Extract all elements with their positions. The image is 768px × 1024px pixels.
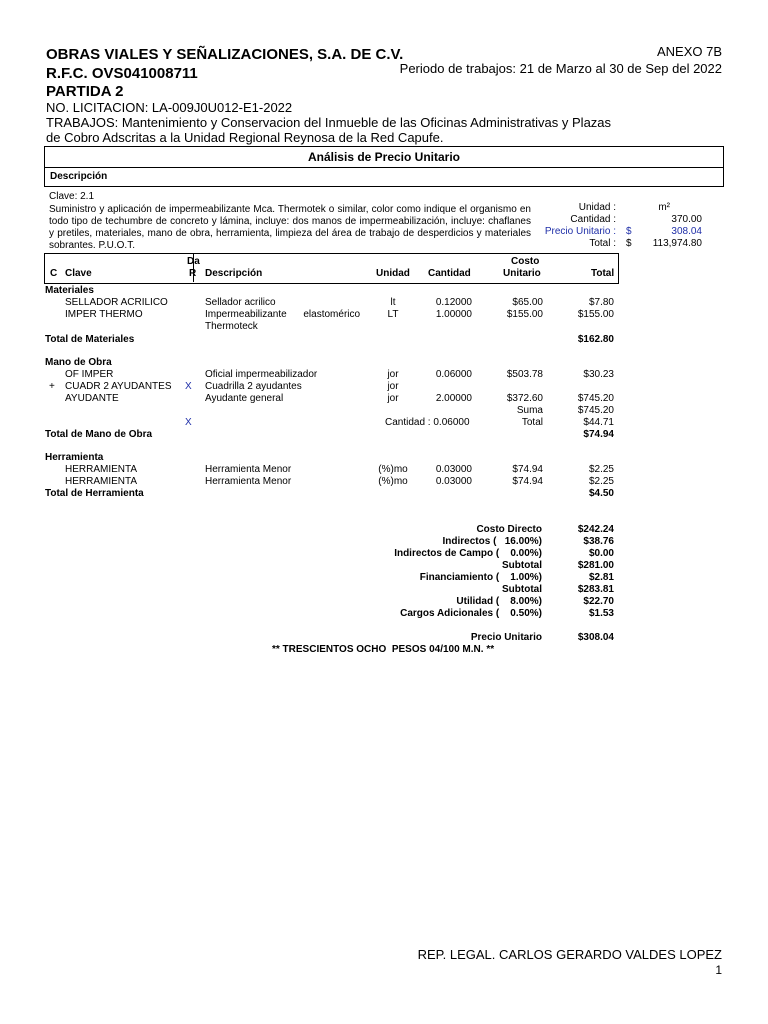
her-row-2-total: $2.25 [588, 476, 614, 487]
precio-unitario-currency: $ [626, 226, 632, 237]
mo-suma-label: Suma [516, 405, 543, 416]
licitacion-number: NO. LICITACION: LA-009J0U012-E1-2022 [46, 100, 293, 115]
col-costo-bottom: Unitario [503, 268, 541, 279]
indirectos-campo-label: Indirectos de Campo ( 0.00%) [394, 548, 542, 559]
indirectos-value: $38.76 [583, 536, 614, 547]
her-row-2-unidad: (%)mo [378, 476, 408, 487]
her-row-2-costo: $74.94 [512, 476, 543, 487]
cargos-adicionales-value: $1.53 [588, 608, 614, 619]
total-value: 113,974.80 [652, 238, 702, 249]
precio-unitario-label: Precio Unitario : [544, 226, 616, 237]
mo-row-2-clave: CUADR 2 AYUDANTES [65, 381, 172, 392]
col-da-bottom: R [189, 268, 197, 279]
section-mano-obra: Mano de Obra [45, 357, 112, 368]
mat-row-1-costo: $65.00 [512, 297, 543, 308]
description-header-label: Descripción [50, 171, 108, 182]
trabajos-description: TRABAJOS: Mantenimiento y Conservacion del Inmueble de las Oficinas Administrativas y Plazas de Cobro Adscritas a la Unidad Regional Reynosa de la Red Capufe. [46, 115, 612, 145]
col-c: C [50, 268, 58, 279]
mo-row-2-desc: Cuadrilla 2 ayudantes [205, 381, 302, 392]
amount-in-words: ** TRESCIENTOS OCHO PESOS 04/100 M.N. ** [272, 644, 495, 655]
col-da-top: Da [187, 256, 200, 267]
col-unidad: Unidad [376, 268, 410, 279]
mat-row-1-total: $7.80 [588, 297, 614, 308]
header-divider [193, 253, 194, 282]
mat-row-2-desc2: Thermoteck [205, 321, 258, 332]
her-row-2-desc: Herramienta Menor [205, 476, 292, 487]
mo-row-1-desc: Oficial impermeabilizador [205, 369, 318, 380]
total-currency: $ [626, 238, 632, 249]
mo-suma-value: $745.20 [577, 405, 614, 416]
costo-directo-label: Costo Directo [476, 524, 542, 535]
col-cantidad: Cantidad [428, 268, 471, 279]
mo-row-3-total: $745.20 [577, 393, 614, 404]
mat-row-2-desc: Impermeabilizante elastomérico [205, 309, 361, 320]
clave: Clave: 2.1 [49, 191, 95, 202]
subtotal-1-value: $281.00 [577, 560, 614, 571]
unidad-label: Unidad : [578, 202, 616, 213]
unidad-value: m² [658, 202, 670, 213]
mat-row-1-unidad: lt [390, 297, 396, 308]
col-descripcion: Descripción [205, 268, 263, 279]
mo-row-3-desc: Ayudante general [205, 393, 284, 404]
her-row-1-costo: $74.94 [512, 464, 543, 475]
col-costo-top: Costo [511, 256, 540, 267]
her-row-1-unidad: (%)mo [378, 464, 408, 475]
mat-row-2-unidad: LT [387, 309, 399, 320]
total-mano-obra-value: $74.94 [583, 429, 614, 440]
her-row-1-desc: Herramienta Menor [205, 464, 292, 475]
mat-row-2-cantidad: 1.00000 [435, 309, 472, 320]
mo-row-3-clave: AYUDANTE [65, 393, 119, 404]
section-herramienta: Herramienta [45, 452, 104, 463]
mo-subtotal-value: $44.71 [583, 417, 614, 428]
precio-unitario-final-value: $308.04 [577, 632, 614, 643]
mo-row-1-cantidad: 0.06000 [435, 369, 472, 380]
total-mano-obra-label: Total de Mano de Obra [45, 429, 153, 440]
company-name: OBRAS VIALES Y SEÑALIZACIONES, S.A. DE C.V. [46, 46, 404, 63]
utilidad-label: Utilidad ( 8.00%) [456, 596, 542, 607]
subtotal-2-label: Subtotal [502, 584, 542, 595]
mat-row-2-costo: $155.00 [506, 309, 543, 320]
analysis-title: Análisis de Precio Unitario [44, 146, 724, 168]
financiamiento-value: $2.81 [588, 572, 614, 583]
concept-description: Suministro y aplicación de impermeabilizante Mca. Thermotek o similar, color como indique el organismo en todo tipo de techumbre de concreto y lámina, incluye: dos manos de impermeabilización, incluye: chaflanes y pretiles, materiales, mano de obra, herramienta, limpieza del área de trabajo de desperdicios y materiales sobrantes. P.U.O.T. [49, 204, 531, 251]
mo-row-1-clave: OF IMPER [65, 369, 114, 380]
indirectos-campo-value: $0.00 [588, 548, 614, 559]
mat-row-2-clave: IMPER THERMO [65, 309, 143, 320]
her-row-1-cantidad: 0.03000 [435, 464, 472, 475]
mo-row-3-unidad: jor [387, 393, 399, 404]
financiamiento-label: Financiamiento ( 1.00%) [419, 572, 542, 583]
mo-row-1-unidad: jor [387, 369, 399, 380]
legal-representative: REP. LEGAL. CARLOS GERARDO VALDES LOPEZ [417, 947, 722, 962]
mat-row-2-total: $155.00 [577, 309, 614, 320]
precio-unitario-value: 308.04 [671, 226, 702, 237]
indirectos-label: Indirectos ( 16.00%) [442, 536, 542, 547]
her-row-2-clave: HERRAMIENTA [65, 476, 138, 487]
table-header [44, 253, 619, 284]
cantidad-value: 370.00 [671, 214, 702, 225]
section-materiales: Materiales [45, 285, 94, 296]
mo-row-1-costo: $503.78 [506, 369, 543, 380]
mo-row-2-x-mark: X [185, 381, 192, 392]
her-row-1-total: $2.25 [588, 464, 614, 475]
total-materiales-label: Total de Materiales [45, 334, 135, 345]
description-header [44, 167, 724, 187]
anexo-label: ANEXO 7B [656, 44, 722, 59]
periodo-trabajos: Periodo de trabajos: 21 de Marzo al 30 de Sep del 2022 [399, 61, 722, 76]
page-number: 1 [715, 963, 722, 977]
partida: PARTIDA 2 [46, 83, 124, 100]
col-clave: Clave [65, 268, 92, 279]
mo-row-2-unidad: jor [387, 381, 399, 392]
mo-row-1-total: $30.23 [583, 369, 614, 380]
total-label: Total : [589, 238, 616, 249]
mo-row-3-cantidad: 2.00000 [435, 393, 472, 404]
her-row-2-cantidad: 0.03000 [435, 476, 472, 487]
mo-x-mark-2: X [185, 417, 192, 428]
cantidad-label: Cantidad : [570, 214, 616, 225]
total-herramienta-value: $4.50 [588, 488, 614, 499]
mo-row-3-costo: $372.60 [506, 393, 543, 404]
mo-cantidad-factor: Cantidad : 0.06000 [385, 417, 470, 428]
total-materiales-value: $162.80 [577, 334, 614, 345]
precio-unitario-final-label: Precio Unitario [470, 632, 542, 643]
rfc: R.F.C. OVS041008711 [46, 65, 198, 82]
col-total: Total [591, 268, 615, 279]
costo-directo-value: $242.24 [577, 524, 614, 535]
mat-row-1-desc: Sellador acrilico [205, 297, 276, 308]
her-row-1-clave: HERRAMIENTA [65, 464, 138, 475]
total-herramienta-label: Total de Herramienta [45, 488, 144, 499]
mo-row-2-expand-mark[interactable]: + [49, 381, 55, 392]
mat-row-1-cantidad: 0.12000 [435, 297, 472, 308]
mo-subtotal-label: Total [521, 417, 543, 428]
subtotal-1-label: Subtotal [502, 560, 542, 571]
cargos-adicionales-label: Cargos Adicionales ( 0.50%) [400, 608, 542, 619]
subtotal-2-value: $283.81 [577, 584, 614, 595]
mat-row-1-clave: SELLADOR ACRILICO [65, 297, 168, 308]
utilidad-value: $22.70 [583, 596, 614, 607]
